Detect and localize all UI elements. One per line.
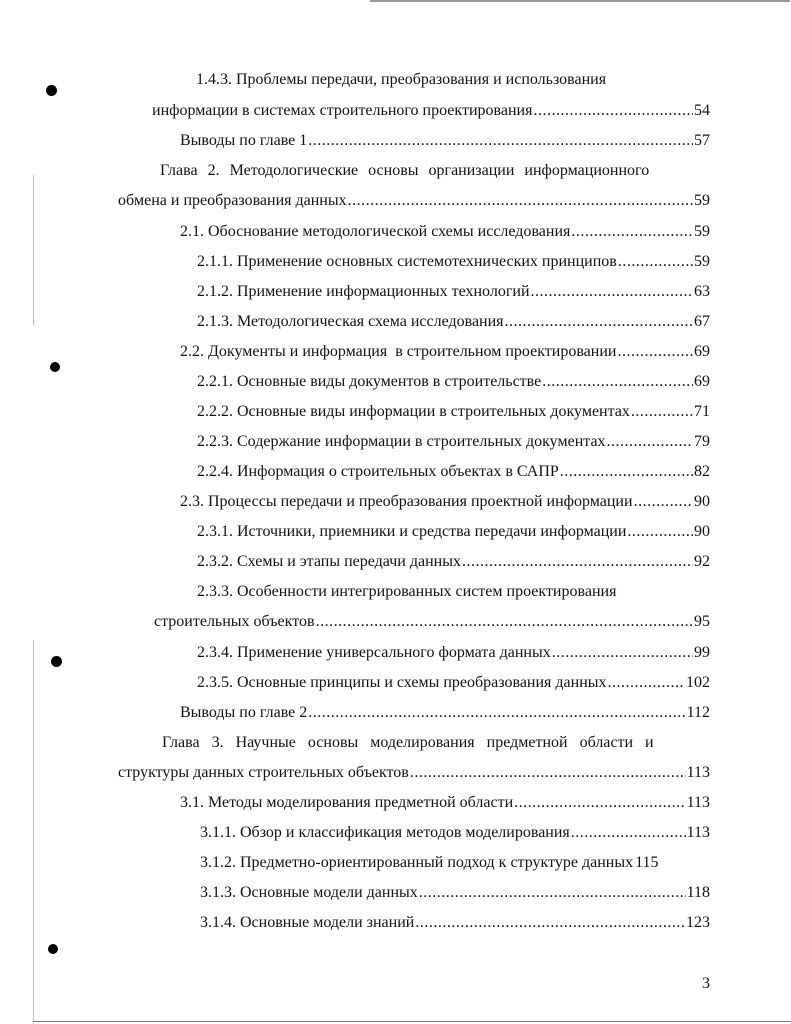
toc-page-number: 90 bbox=[694, 493, 710, 510]
toc-page-number: 113 bbox=[686, 824, 710, 841]
leader-dots bbox=[308, 703, 685, 723]
leader-dots bbox=[617, 342, 693, 362]
toc-entry-2-3-4 bbox=[197, 643, 710, 663]
leader-dots bbox=[514, 793, 685, 813]
leader-dots bbox=[634, 492, 693, 512]
toc-entry-text: 3.1. Методы моделирования предметной области bbox=[180, 794, 514, 811]
leader-dots bbox=[542, 372, 693, 392]
toc-page-number: 113 bbox=[686, 764, 710, 781]
toc-page-number: 102 bbox=[686, 674, 710, 691]
toc-entry-text: 2.2.2. Основные виды информации в строительных документах bbox=[197, 403, 630, 420]
toc-page-number: 113 bbox=[686, 794, 710, 811]
toc-entry-1-4-3-line1: 1.4.3. Проблемы передачи, преобразования и использования bbox=[196, 71, 607, 88]
toc-page-number: 63 bbox=[694, 283, 710, 300]
toc-entry-text: 2.1.2. Применение информационных технологий bbox=[197, 283, 530, 300]
toc-entry-text: 2.3.1. Источники, приемники и средства передачи информации bbox=[197, 523, 627, 540]
toc-entry-text: структуры данных строительных объектов bbox=[118, 764, 409, 781]
toc-page-number: 59 bbox=[694, 253, 710, 270]
toc-entry-2-3-5 bbox=[197, 673, 710, 693]
toc-entry-text: информации в системах строительного проектирования bbox=[152, 102, 533, 119]
toc-entry-text: 2.1. Обоснование методологической схемы исследования bbox=[180, 223, 571, 240]
toc-page-number: 95 bbox=[694, 613, 710, 630]
leader-dots bbox=[571, 222, 693, 242]
toc-entry-2-1 bbox=[180, 222, 710, 242]
toc-page-number: 67 bbox=[694, 313, 710, 330]
toc-entry-2-2-4 bbox=[197, 462, 710, 482]
toc-entry-2-3-3-line1: 2.3.3. Особенности интегрированных систем проектирования bbox=[197, 583, 617, 600]
leader-dots bbox=[531, 282, 693, 302]
scan-bottom-edge bbox=[33, 1021, 791, 1022]
toc-entry-text: 2.1.1. Применение основных системотехнических принципов bbox=[197, 253, 617, 270]
leader-dots bbox=[608, 673, 685, 693]
toc-entry-text: Глава 3. Научные основы моделирования предметной области и bbox=[162, 734, 654, 751]
toc-page-number: 59 bbox=[694, 192, 710, 209]
toc-entry-text: Выводы по главе 2 bbox=[180, 704, 308, 721]
leader-dots bbox=[308, 131, 693, 151]
scan-left-edge bbox=[33, 640, 34, 1020]
toc-entry-2-2-2 bbox=[197, 402, 710, 422]
hole-punch-mark bbox=[48, 944, 58, 954]
leader-dots bbox=[316, 612, 693, 632]
toc-page-number: 123 bbox=[686, 914, 710, 931]
toc-entry-text: 3.1.2. Предметно-ориентированный подход к структуре данных bbox=[200, 854, 634, 871]
toc-page-number: 69 bbox=[694, 343, 710, 360]
toc-entry-2-1-2 bbox=[197, 282, 710, 302]
leader-dots bbox=[631, 402, 693, 422]
toc-page-number: 82 bbox=[694, 463, 710, 480]
hole-punch-mark bbox=[46, 85, 57, 96]
toc-entry-text: 2.3.5. Основные принципы и схемы преобразования данных bbox=[197, 674, 607, 691]
toc-entry-2-3-1 bbox=[197, 522, 710, 542]
scan-top-edge bbox=[370, 0, 790, 2]
toc-entry-text: строительных объектов bbox=[154, 613, 315, 630]
toc-entry-3-1-4 bbox=[200, 913, 710, 933]
toc-page-number: 59 bbox=[694, 223, 710, 240]
toc-entry-text: Выводы по главе 1 bbox=[180, 132, 308, 149]
hole-punch-mark bbox=[50, 362, 60, 372]
toc-entry-text: 2.2. Документы и информация в строительном проектировании bbox=[180, 343, 617, 360]
toc-entry-3-1-3 bbox=[200, 883, 710, 903]
toc-page-number: 69 bbox=[694, 373, 710, 390]
scan-left-edge bbox=[33, 175, 34, 325]
toc-entry-conclusions-2 bbox=[180, 703, 710, 723]
toc-entry-2-3-2 bbox=[197, 552, 710, 572]
toc-entry-text: 3.1.3. Основные модели данных bbox=[200, 884, 418, 901]
toc-page-number: 71 bbox=[694, 403, 710, 420]
toc-page-number: 99 bbox=[694, 644, 710, 661]
toc-entry-chapter-2-line1 bbox=[160, 161, 710, 181]
leader-dots bbox=[462, 552, 693, 572]
toc-entry-2-3-3-line2 bbox=[154, 612, 710, 632]
page-number: 3 bbox=[702, 975, 710, 992]
toc-entry-2-2 bbox=[180, 342, 710, 362]
toc-page-number: 118 bbox=[686, 884, 710, 901]
toc-entry-text: 2.2.3. Содержание информации в строительных документах bbox=[197, 433, 606, 450]
toc-entry-2-1-3 bbox=[197, 312, 710, 332]
toc-entry-text: 2.3.2. Схемы и этапы передачи данных bbox=[197, 553, 461, 570]
toc-entry-text: 2.2.1. Основные виды документов в строительстве bbox=[197, 373, 542, 390]
toc-entry-conclusions-1 bbox=[180, 131, 710, 151]
toc-entry-text: 2.3.4. Применение универсального формата данных bbox=[197, 644, 551, 661]
leader-dots bbox=[560, 462, 693, 482]
toc-entry-2-2-3 bbox=[197, 432, 710, 452]
toc-entry-text: 3.1.1. Обзор и классификация методов моделирования bbox=[200, 824, 570, 841]
toc-entry-text: 2.2.4. Информация о строительных объектах в САПР bbox=[197, 463, 559, 480]
leader-dots bbox=[419, 883, 686, 903]
leader-dots bbox=[533, 101, 693, 121]
leader-dots bbox=[505, 312, 693, 332]
toc-entry-chapter-3-line1 bbox=[162, 733, 710, 753]
toc-page-number: 54 bbox=[694, 102, 710, 119]
leader-dots bbox=[618, 252, 693, 272]
toc-page-number: 112 bbox=[686, 704, 710, 721]
toc-entry-2-1-1 bbox=[197, 252, 710, 272]
toc-page-number: 79 bbox=[694, 433, 710, 450]
leader-dots bbox=[607, 432, 693, 452]
toc-entry-2-2-1 bbox=[197, 372, 710, 392]
toc-page-number: 92 bbox=[694, 553, 710, 570]
leader-dots bbox=[415, 913, 685, 933]
leader-dots bbox=[348, 191, 693, 211]
toc-entry-text: обмена и преобразования данных bbox=[118, 192, 347, 209]
toc-entry-3-1-2 bbox=[200, 853, 710, 873]
toc-entry-text: 2.3. Процессы передачи и преобразования проектной информации bbox=[180, 493, 633, 510]
toc-page-number: 90 bbox=[694, 523, 710, 540]
toc-entry-3-1 bbox=[180, 793, 710, 813]
toc-entry-1-4-3-line2 bbox=[152, 101, 710, 121]
leader-dots bbox=[552, 643, 693, 663]
leader-dots bbox=[627, 522, 693, 542]
toc-entry-text: 3.1.4. Основные модели знаний bbox=[200, 914, 415, 931]
toc-entry-chapter-3-line2 bbox=[118, 763, 710, 783]
toc-page-number: 57 bbox=[694, 132, 710, 149]
hole-punch-mark bbox=[51, 656, 62, 667]
toc-entry-text: Глава 2. Методологические основы организации информационного bbox=[160, 162, 650, 179]
toc-entry-2-3 bbox=[180, 492, 710, 512]
toc-page-number: 115 bbox=[635, 854, 659, 871]
leader-dots bbox=[410, 763, 686, 783]
toc-entry-chapter-2-line2 bbox=[118, 191, 710, 211]
leader-dots bbox=[571, 823, 686, 843]
toc-entry-text: 2.1.3. Методологическая схема исследования bbox=[197, 313, 504, 330]
toc-entry-3-1-1 bbox=[200, 823, 710, 843]
